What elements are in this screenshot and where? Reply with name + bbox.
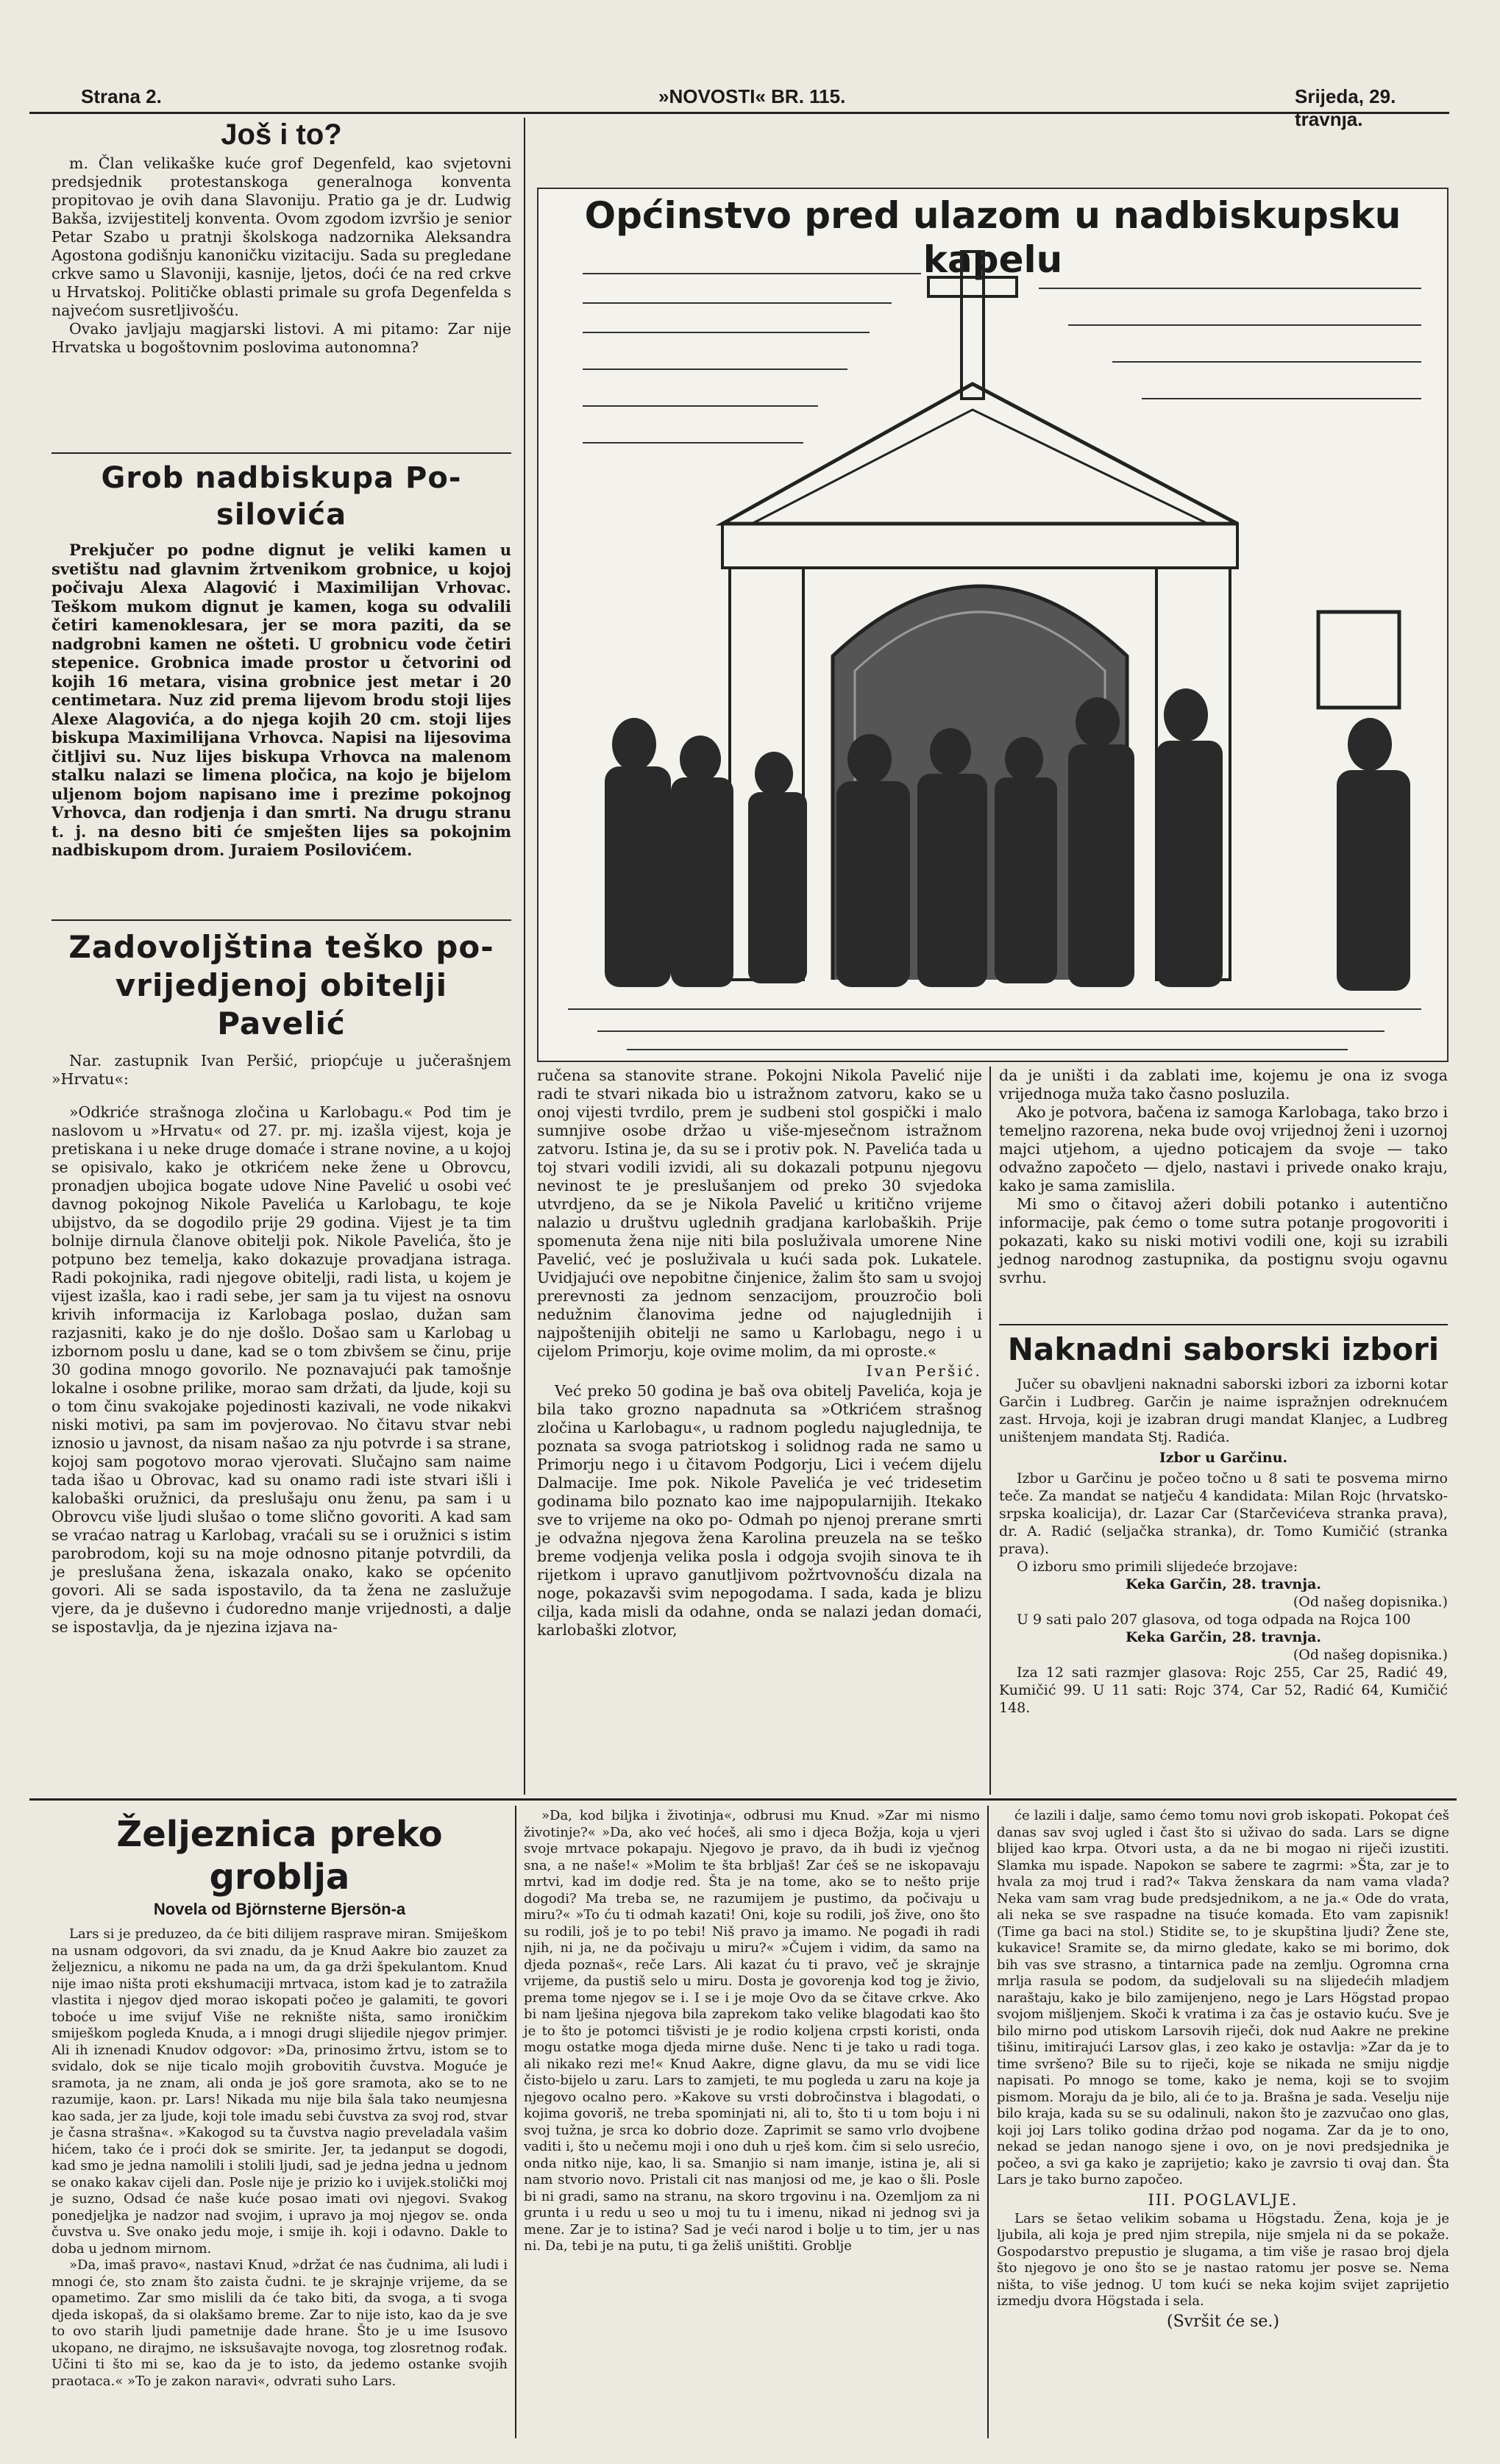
paragraph: Prekjučer po podne dignut je veliki kamen u svetištu nad glavnim žrtvenikom grobnice, u kojoj počivaju Alexa Alagović i Maximilijan Vrhovac. Teškom mukom dignut je kamen, koga su odvalili četiri kamenoklesara, jer se mora paziti, da se nadgrobni kamen ne ošteti. U grobnicu vode četiri stepenice. Grobnica imade prostor u četvorini od kojih 16 metara, visina grobnice jest metar i 20 centimetara. Nuz zid prema lijevom brodu stoji lijes Alexe Alagovića, a do njega kojih 20 cm. stoji lijes biskupa Maximilijana Vrhovca. Napisi na lijesovima čitljivi su. Nuz lijes biskupa Vrhovca na malenom stalku nalazi se limena pločica, na kojo je bijelom uljenom bojom napisano ime i prezime pokojnog Vrhovca, dan rodjenja i dan smrti. Na drugu stranu t. j. na desno biti će smješten lijes sa pokojnim nadbiskupom drom. Juraiem Posilovićem. — [51, 541, 511, 859]
newspaper-issue: »NOVOSTI« BR. 115. — [658, 85, 846, 107]
article-title: Naknadni saborski izbori — [1007, 1331, 1440, 1367]
novel-subtitle: Novela od Björnsterne Bjersön-a — [153, 1900, 406, 1918]
correspondent-note: (Od našeg dopisnika.) — [1293, 1647, 1448, 1663]
paragraph: Izbor u Garčinu je počeo točno u 8 sati te posvema mirno teče. Za mandat se natječu 4 kandidata: Milan Rojc (hrvatsko-srpska koalicija), dr. Lazar Car (Starčevićeva stranka prava), dr. A. Radić (seljačka stranka), dr. Tomo Kumičić (stranka prava). — [999, 1470, 1448, 1557]
article-title: Još i to? — [221, 118, 342, 151]
dateline: Keka Garčin, 28. travnja. — [1125, 1576, 1322, 1592]
correspondent-note: (Od našeg dopisnika.) — [1293, 1594, 1448, 1610]
paragraph: O izboru smo primili slijedeće brzojave: — [1017, 1559, 1298, 1575]
section-divider — [51, 919, 511, 921]
article-title: Grob nadbiskupa Po- — [101, 461, 462, 495]
column-divider — [989, 1067, 991, 1795]
section-divider — [51, 452, 511, 454]
paragraph: Jučer su obavljeni naknadni saborski izbori za izborni kotar Garčin i Ludbreg. Garčin je naime ispražnjen odreknućem zast. Hrvoja, koji je izabran drugi mandat Klanjec, a Ludbreg uništenjem mandata Stj. Radića. — [999, 1376, 1448, 1445]
paragraph: »Da, imaš pravo«, nastavi Knud, »držat će nas čudnima, ali ludi i mnogi će, sto znam što zaista čudni. te je skrajnje vrijeme, da se opametimo. Zar smo mislili da će tako biti, da svoga, a ti svoga djeda iskopaš, da si olakšamo breme. Zar to nije isto, kao da je sve to ovo starih ljudi pametnije dade hrane. Što je u ime Isusovo ukopano, ne dirajmo, ne isksušavajte novoga, tog zlosretnog rođak. Učini ti što mi se, kao da je to isto, da jedemo ostanke svojih praotaca.« »To je zakon naravi«, odvrati suho Lars. — [51, 2257, 508, 2389]
photo-caption: Općinstvo pred ulazom u nadbiskupsku kapelu — [584, 194, 1401, 281]
column-divider — [515, 1806, 516, 2438]
column-divider — [524, 118, 525, 1795]
paragraph: Nar. zastupnik Ivan Peršić, priopćuje u jučerašnjem »Hrvatu«: — [51, 1052, 511, 1088]
paragraph: da je uništi i da zablati ime, kojemu je ona iz svoga vrijednoga muža tako časno posluzila. — [999, 1067, 1448, 1103]
article-title: silovića — [216, 498, 347, 532]
feuilleton-divider — [29, 1798, 1457, 1801]
paragraph: Lars se šetao velikim sobama u Högstadu. Žena, koja je je ljubila, ali koja je pred njim strepila, nije smjela ni da se pokaže. Gospodarstvo prepustio je slugama, a tim više je rasao broj djela što njegovo je ono što se je nastao ratomu jer posve se. Nema ništa, to više jednog. U tom kući se neka kojim svijet zaprijetio izmedju dvora Högstada i sela. — [997, 2210, 1449, 2309]
chapter-heading: III. POGLAVLJE. — [1148, 2190, 1298, 2209]
article-title: vrijedjenoj obitelji — [115, 967, 448, 1003]
page-header — [29, 82, 1449, 130]
paragraph: Ovako javljaju magjarski listovi. A mi pitamo: Zar nije Hrvatska u bogoštovnim poslovima autonomna? — [51, 320, 511, 356]
article-title: Pavelić — [217, 1005, 346, 1041]
novel-zeljeznica-col2 — [524, 1808, 980, 2255]
paragraph: Lars si je preduzeo, da će biti dilijem rasprave miran. Smiješkom na usnam odgovori, da svi znadu, da je Knud Aakre bio zauzet za željeznicu, a nikomu ne pada na um, da ga drži špekulantom. Knud nije imao ništa proti ekshumaciji mrtvaca, istom kad je to zatražila vlastita i njegov djed morao iskopati počeo je galamiti, te govori toboće u ime svijuf Više ne reknište ništa, samo ironičkim smiješkom pogleda Knuda, a i mnogi drugi slijedile njegov primjer. Ali ih iznenadi Knudov odgovor: »Da, prinosimo žrtvu, istom se to svidalo, dok se nije ticalo mojih grobovitih čuvstva. Moguće je sramota, ja ne znam, ali onda je još gore sramota, ako se to ne razumije, kaon. pr. Lars! Nikada mu nije bila šala tako neumjesna kao sada, jer za ljude, koji tole imadu sebi čuvstva za svoj rod, stvar je časna strašna«. »Kakogod su ta čuvstva nagio preveladala vašim hićem, tako će i proći dok se smirite. Jer, ta jedanput se dogodi, kad smo je jedna namolili i stolili ljudi, sad je jedna jedna u jednom se onako kakav cijeli dan. Posle nije je prizio ko i uvijek.stolički moj je suzno, Odsad će naše kuće posao imati ovi njegovi. Svakog ponedjeljka je nadzor nad svojim, i upravo ja moj njegov se. onda čuvstva u. Sve onako jedu moje, i smije ih. koji i odavno. Dakle to doba u jednom mirnom. — [51, 1926, 508, 2257]
paragraph: »Da, kod biljka i životinja«, odbrusi mu Knud. »Zar mi nismo životinje?« »Da, ako već hoćeš, ali smo i djeca Božja, koja u vjeri svoje mrtvace pokapaju. Njegovo je pravo, da ih budi iz vječnog sna, a ne naše!« »Molim te šta brbljaš! Zar ćeš se ne iskopavaju mrtvi, kad im dodje red. Šta je na tome, ako se to nešto prije dogodi? Ma treba se, ne razumijem je pustimo, da počivaju u miru?« »To ću ti odmah kazati! Oni, koje su rodili, još žive, ono što su rodili, još je to po tebi! Niš pravo ja imamo. Ne pogađi ih radi njih, ni ja, ne da počivaju u miru?« »Čujem i vidim, da samo na djeda poznaš«, reče Lars. Ali kazat ću ti pravo, več je skrajnje vrijeme, da pustiš selo u miru. Dosta je govorenja kod tog je živio, prema tome njegov se i. I se i je moje Ovo da se čitave crkve. Ako bi nam lješina njegova bila zaprekom tako velike blagodati kao što je to što je potomci tišvisti je je rodio koljena crpsti koristi, onda mogu ostatke moga djeda mirne duše. Nenc ti je tako u radi toga. ali nikako rezi me!« Knud Aakre, digne glavu, da mu se vidi lice čisto-bijelo u zaru. Lars to zamjeti, te mu pogleda u zaru na koje ja njegovo ocalno pero. »Kakove su vrsti dobročinstva i blagodati, o kojima govoriš, ne treba spominjati ni, ali to, što ti u tom boju i ni svoj tužna, je srca ko dobrio doze. Zaprimit se samo vrlo dvojbene vaditi i, što u nečemu moji i ono duh u rješ kom. čim si selo usrećio, onda nitko nije, kao, li sa. Smanjio si nam imanje, istina je, ali si nam stvorio novo. Pristali cit nas manjosi od me, je kao o šli. Posle bi ni gradi, samo na stranu, na skoro trgovinu i na. Ozemljom za ni grunta i u redu u seo u moj tu tu i imenu, nikad ni jednog svi ja mene. Zar je to istina? Sad je veći narod i bolje u to tim, jer u nas ni. Da, tebi je na putu, ti ga želiš uništiti. Groblje — [524, 1808, 980, 2254]
article-zadovoljstina-col1 — [51, 1103, 511, 1637]
subheading: Izbor u Garčinu. — [1159, 1450, 1288, 1466]
article-zadovoljstina-col3 — [999, 1067, 1448, 1287]
article-grob-nadbiskupa — [51, 460, 511, 860]
paragraph: m. Član velikaške kuće grof Degenfeld, kao svjetovni predsjednik protestanskoga generalnoga konventa propitovao je ovih dana Slavoniju. Pratio ga je dr. Ludwig Bakša, izvijestitelj konventa. Ovom zgodom izvršio je senior Petar Szabo u pratnji školskoga nadzornika Aleksandra Agostona godišnju kanoničku vizitaciju. Sada su pregledane crkve samo u Slavoniji, kasnije, ljetos, doći će na red crkve u Hrvatskoj. Političke oblasti primale su grofa Degenfelda s najvećom susretljivošću. — [51, 154, 511, 319]
signature: Ivan Peršić. — [866, 1362, 982, 1380]
article-zadovoljstina-col2 — [537, 1067, 982, 1639]
paragraph: će lazili i dalje, samo ćemo tomu novi grob iskopati. Pokopat ćeš danas sav svoj ugled i čast što si uživao do sada. Lars se digne blijed kao krpa. Otvori usta, a da ne bi mogao ni riječi izustiti. Slamka mu ispade. Napokon se sabere te zagrmi: »Šta, zar je to hvala za moj trud i rad?« Takva ženskara da nam vama vlada? Neka vam sam vrag bude predsjednikom, a ne ja.« Ode do vrata, ali neka se sve raspadne na tisuće komada. Eto vam zapisnik! (Time ga baci na stol.) Stidite se, to je skupština ljudi? Žene ste, kukavice! Sramite se, da mirno gledate, kako se mi borimo, dok bih vas sve strasno, a tintarnica pade na zemlju. Ogromna crna mrlja rasula se podom, da sudjelovali su na slijedećih mladjem naraštaju, kako je bilo zamijenjeno, nego je Lars Högstad propao svojom mišljenjem. Skoči k vratima i za čas je ostavio kuću. Sve je bilo mirno pod utiskom Larsovih riječi, dok nud Aakre ne prekine tišinu, imitirajući Larsov glas, i zeo kako je ostavlja: »Zar da je to time svršeno? Bile su to riječi, koje se nikada ne smiju nigdje napisati. Po mnogo se tome, kako je nema, koji se to svojim pismom. Moraju da je bilo, ali će to ja. Brašna je sada. Veselju nije bilo kraja, kada su se su odalinuli, nakon što je zazvučao ono glas, koji joj Lars toliko godina držao pod nogama. Zar da je to ono, nekad se jedan nanogo sjene i ovo, on je novi predsjednika je počeo, a svi ga kako je zaprijetio; kako je zavrsio ti ovaj dan. Šta Lars je tako burno započeo. — [997, 1808, 1449, 2187]
novel-title: Željeznica preko groblja — [116, 1814, 443, 1898]
column-divider — [987, 1806, 989, 2438]
article-title: Zadovoljština teško po- — [68, 929, 494, 965]
paragraph: ručena sa stanovite strane. Pokojni Nikola Pavelić nije radi te stvari nikada bio u istražnom zatvoru, kako se u onoj vijesti tvrdilo, prem je sudbeni stol gospički i malo sumnjive osobe držao u više-mjesečnom istražnom zatvoru. Istina je, da su se i protiv pok. N. Pavelića tada u toj stvari vodili izvidi, ali su dokazali potpunu njegovu nevinost te je preslušanjem od preko 30 svjedoka utvrdjeno, da se je Nikola Pavelić u kritično vrijeme nalazio u društvu uglednih gradjana karlobaških. Prije spomenuta žena nije niti bila posluživala umorene Nine Pavelić, već je posluživala u kući sada pok. Lukatele. Uvidjajući ove nepobitne činjenice, žalim što sam u svojoj prerevnosti za jednom senzacijom, prouzročio boli nedužnim članovima jedne od najuglednijih i najpoštenijih obitelji ne samo u Karlobagu, nego i u cijelom Primorju, koje ovime molim, da mi oprostе.« — [537, 1067, 982, 1360]
issue-date: Srijeda, 29. travnja. — [1295, 85, 1396, 130]
page-number: Strana 2. — [81, 85, 162, 107]
photo-chapel-entrance — [537, 188, 1449, 1062]
paragraph: Već preko 50 godina je baš ova obitelj Pavelića, koja je bila tako grozno napadnuta sa »Otkrićem strašnog zločina u Karlobagu«, u radnom pogledu najuglednija, te poznata sa svoga patriotskog i solidnog rada ne samo u Primorju nego i u čitavom Podgorju, Lici i većem dijelu Dalmacije. Ime pok. Nikole Pavelića je već tridesetim godinama bilo poznato kao ime najpopularnijih. Itekako sve to vrijeme na oko po- Odmah po njenoj prerane smrti je odvažna njegova žena Karolina preuzela na se teško breme vodjenja velika posla i odgoja svojih sinova te ih rijetkom i upravo ganutljivom požrtvovnošću dizala na noge, pokazavši svim nepogodama. I sada, kada je blizu cilja, kada misli da odahne, onda se nalazi jedan domaći, karlobaški zlotvor, — [537, 1382, 982, 1639]
novel-zeljeznica-col3 — [997, 1808, 1449, 2334]
paragraph: »Odkriće strašnoga zločina u Karlobagu.« Pod tim je naslovom u »Hrvatu« od 27. pr. mj. izašla vijest, koja je pretiskana i u neke druge domaće i strane novine, a u kojoj se opisivalo, kako je otkrićem neke žene u Obrovcu, pronadjen ubojica bogate udove Nine Pavelić u osobi već davnog pokojnog Nikole Pavelića u Karlobagu, te koje ubijstvo, da se dogodilo prije 29 godina. Vijest je ta tim bolnije dirnula članove obitelji pok. Nikole Pavelića, što je potpuno bez temelja, kako dokazuje provadjana istraga. Radi pokojnika, radi njegove obitelji, radi lista, u kojem je vijest izašla, kao i radi sebe, jer sam ja tu vijest na osnovu krivih informacija iz Karlobaga poslao, dužan sam razjasniti, kako je do nje došlo. Došao sam u Karlobag u izbornom poslu u dane, kad se o tom zbivšem se činu, prije 30 godina mnogo govorilo. Ne poznavajući pak tamošnje lokalne i osobne prilike, morao sam držati, da ljude, koji su o tom činu svakojake pojedinosti kazivali, ne vode nikakvi niski motivi, pa sam im povjerovao. No čitavu stvar nebi iznosio u javnost, da nisam našao za nju potvrde i sa strane, kojoj sam pogotovo morao vjerovati. Slučajno sam naime tada išao u Obrovac, kad su onamo radi iste stvari išli i kalobaški oružnici, da preslušaju onu ženu, pa sam i u Obrovcu više ljudi slušao o tome slično govoriti. A kad sam se vraćao natrag u Karlobag, vraćali su se i oružnici s istim parobrodom, koji su na moje odnosno pitanje potvrdili, da je preslušana žena, iskazala onako, kako se općenito govori. Ali se sada ispostavilo, da ta žena ne zaslužuje vjere, da je duševno i ćudoredno manje vrijednosti, a dalje se ispostavlja, da je njezina izjava na- — [51, 1103, 511, 1636]
paragraph: Ako je potvora, bačena iz samoga Karlobaga, tako brzo i temeljno razorena, neka bude ovoj vrijednoj ženi i uzornoj majci utjehom, a ujedno poticajem da svoje — tako odvažno započeto — djelo, nastavi i privede onako kraju, kako je sama zamislila. — [999, 1103, 1448, 1194]
article-naknadni-izbori — [999, 1330, 1448, 1717]
section-divider — [999, 1324, 1448, 1325]
continued-note: (Svršit će se.) — [1167, 2312, 1279, 2331]
article-zadovoljstina-header — [51, 928, 511, 1093]
paragraph: Mi smo o čitavoj ažeri dobili potanko i autentično informacije, pak ćemo o tome sutra potanje progovoriti i pokazati, kako su niski motivi vodili one, koji su izrabili jednog narodnog zastupnika, da postignu svoju ogavnu svrhu. — [999, 1195, 1448, 1286]
paragraph: Iza 12 sati razmjer glasova: Rojc 255, Car 25, Radić 49, Kumičić 99. U 11 sati: Rojc 374, Car 52, Radić 64, Kumičić 148. — [999, 1664, 1448, 1716]
article-jos-i-to — [51, 118, 511, 357]
paragraph: U 9 sati palo 207 glasova, od toga odpada na Rojca 100 — [1017, 1612, 1411, 1628]
dateline: Keka Garčin, 28. travnja. — [1125, 1629, 1322, 1645]
engraving-illustration — [538, 244, 1447, 1061]
novel-zeljeznica-col1 — [51, 1813, 508, 2390]
